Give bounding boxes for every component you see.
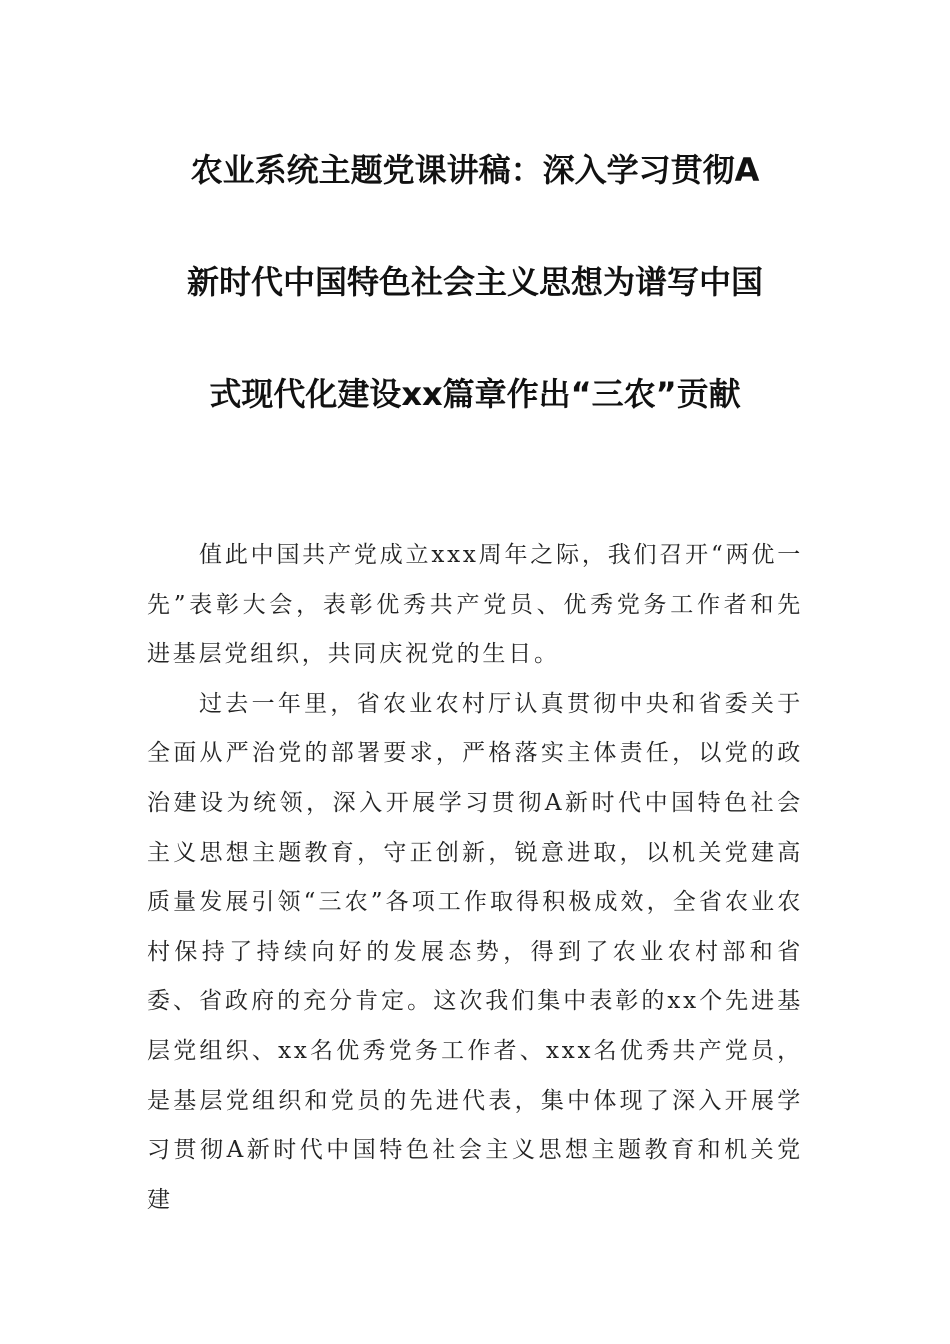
paragraph-2: 过去一年里，省农业农村厅认真贯彻中央和省委关于全面从严治党的部署要求，严格落实主体责任，以党的政治建设为统领，深入开展学习贯彻A新时代中国特色社会主义思想主题教育，守正创新，锐意进取，以机关党建高质量发展引领“三农”各项工作取得积极成效，全省农业农村保持了持续向好的发展态势，得到了农业农村部和省委、省政府的充分肯定。这次我们集中表彰的xx个先进基层党组织、xx名优秀党务工作者、xxx名优秀共产党员，是基层党组织和党员的先进代表，集中体现了深入开展学习贯彻A新时代中国特色社会主义思想主题教育和机关党建 — [147, 690, 803, 1213]
document-body — [147, 531, 803, 1225]
title-line-3: 式现代化建设xx篇章作出“三农”贡献 — [209, 375, 741, 413]
paragraph-1: 值此中国共产党成立xxx周年之际，我们召开“两优一先”表彰大会，表彰优秀共产党员、优秀党务工作者和先进基层党组织，共同庆祝党的生日。 — [147, 542, 803, 668]
title-line-1: 农业系统主题党课讲稿：深入学习贯彻A — [190, 151, 760, 189]
document-title — [140, 150, 810, 486]
title-line-2: 新时代中国特色社会主义思想为谱写中国 — [186, 263, 763, 301]
